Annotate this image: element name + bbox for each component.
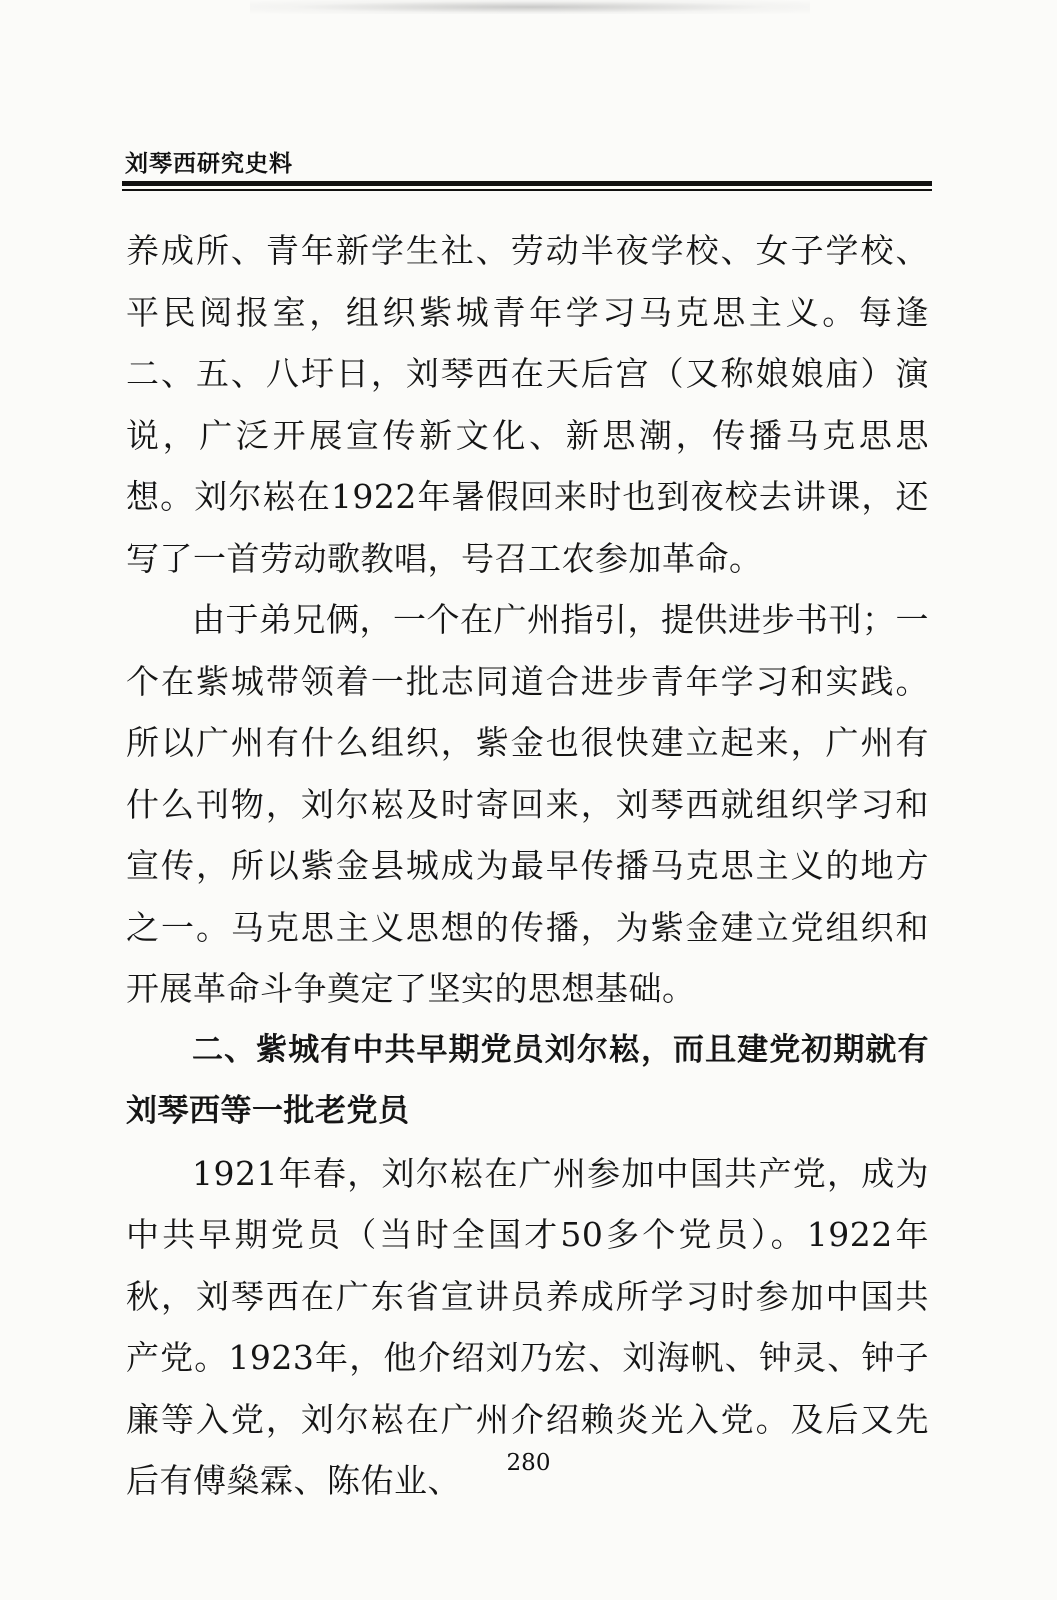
scan-shadow bbox=[250, 0, 810, 14]
page-number: 280 bbox=[506, 1450, 551, 1476]
body-text bbox=[126, 220, 929, 1512]
header-rule-thin bbox=[122, 189, 932, 191]
paragraph: 1921年春，刘尔崧在广州参加中国共产党，成为中共早期党员（当时全国才50多个党员）。1922年秋，刘琴西在广东省宣讲员养成所学习时参加中国共产党。1923年，他介绍刘乃宏、刘海帆、钟灵、钟子廉等入党，刘尔崧在广州介绍赖炎光入党。及后又先后有傅燊霖、陈佑业、 bbox=[126, 1153, 929, 1500]
running-header-title: 刘琴西研究史料 bbox=[125, 151, 293, 177]
section-heading: 二、紫城有中共早期党员刘尔崧，而且建党初期就有刘琴西等一批老党员 bbox=[126, 1031, 929, 1129]
paragraph-continued: 养成所、青年新学生社、劳动半夜学校、女子学校、平民阅报室，组织紫城青年学习马克思主义。每逢二、五、八圩日，刘琴西在天后宫（又称娘娘庙）演说，广泛开展宣传新文化、新思潮，传播马克思思想。刘尔崧在1922年暑假回来时也到夜校去讲课，还写了一首劳动歌教唱，号召工农参加革命。 bbox=[126, 231, 929, 578]
header-rule-thick bbox=[122, 181, 932, 186]
paragraph: 由于弟兄俩，一个在广州指引，提供进步书刊；一个在紫城带领着一批志同道合进步青年学习和实践。所以广州有什么组织，紫金也很快建立起来，广州有什么刊物，刘尔崧及时寄回来，刘琴西就组织学习和宣传，所以紫金县城成为最早传播马克思主义的地方之一。马克思主义思想的传播，为紫金建立党组织和开展革命斗争奠定了坚实的思想基础。 bbox=[126, 600, 929, 1008]
